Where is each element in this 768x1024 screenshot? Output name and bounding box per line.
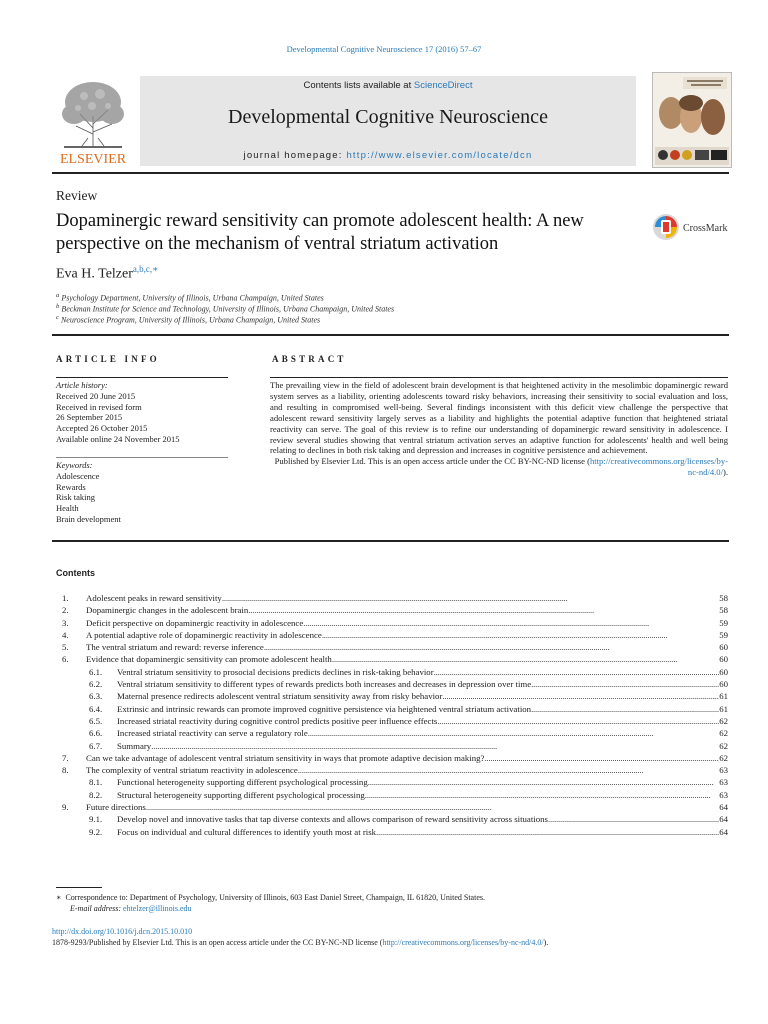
toc-label: Evidence that dopaminergic sensitivity can promote adolescent health: [86, 654, 332, 665]
toc-page: 60: [719, 679, 728, 690]
toc-body: [86, 604, 728, 616]
toc-label: Adolescent peaks in reward sensitivity: [86, 593, 222, 603]
toc-label: Maternal presence redirects adolescent ventral striatum sensitivity away from risky behavior: [117, 691, 443, 702]
sciencedirect-link[interactable]: ScienceDirect: [413, 80, 473, 91]
toc-number: 9.: [62, 802, 69, 813]
toc-body: [117, 789, 728, 801]
toc-body: [117, 678, 728, 690]
abstract-paragraph: The prevailing view in the field of adolescent brain development is that heightened activity in the mesolimbic dopaminergic reward system serves as a liability, orienting adolescents toward risky behaviors, increasing their sensitivity to social evaluation and loss, and resulting in compromised well-being. Several findings inconsistent with this deficit view challenge the perspective that adolescent reward sensitivity largely serves as a liability and highlights the potential adaptive function that heightened striatal reactivity can serve. The goal of this review is to refine our understanding of dopaminergic reward sensitivity in adolescence. I review several studies showing that ventral striatum activation serves an adaptive function for adolescents' health and well being relating to declines in both risk taking and depression and increases in cognitive persistence and achievement.: [270, 380, 728, 456]
toc-number: 6.: [62, 654, 69, 665]
toc-label: Can we take advantage of adolescent ventral striatum sensitivity in ways that promote adaptive decision making?: [86, 752, 485, 763]
license-suffix: ).: [722, 467, 728, 478]
doi-link[interactable]: http://dx.doi.org/10.1016/j.dcn.2015.10.010: [52, 927, 193, 936]
toc-entry[interactable]: [56, 752, 728, 764]
toc-number: 3.: [62, 617, 69, 628]
toc-label: A potential adaptive role of dopaminergic reactivity in adolescence: [86, 629, 322, 640]
affiliation-text: Psychology Department, University of Illinois, Urbana Champaign, United States: [61, 293, 324, 303]
journal-banner: [140, 76, 636, 166]
email-line: [56, 903, 485, 914]
license-text: Published by Elsevier Ltd. This is an open access article under the CC BY-NC-ND license (: [274, 456, 590, 467]
toc-number: 8.: [62, 765, 69, 776]
issn-license-text: 1878-9293/Published by Elsevier Ltd. This is an open access article under the CC BY-NC-ND license (: [52, 938, 383, 947]
affiliation-mark: c: [56, 314, 59, 321]
toc-page: 59: [719, 617, 728, 628]
toc-body: [86, 801, 728, 813]
toc-body: [117, 703, 728, 715]
toc-leader-dots: [264, 641, 719, 653]
toc-leader-dots: [222, 592, 719, 604]
toc-entry[interactable]: [56, 666, 728, 678]
toc-label: Future directions: [86, 802, 146, 813]
contents-heading: Contents: [56, 568, 95, 578]
toc-number: 6.2.: [89, 679, 103, 690]
keywords-label: Keywords:: [56, 460, 93, 470]
abstract-heading: ABSTRACT: [272, 354, 347, 364]
toc-page: 61: [719, 703, 728, 714]
toc-leader-dots: [437, 715, 719, 727]
abstract-body: [270, 380, 728, 478]
toc-entry[interactable]: [56, 813, 728, 825]
journal-cover-thumbnail: [652, 72, 732, 168]
toc-label: Deficit perspective on dopaminergic reactivity in adolescence: [86, 617, 304, 628]
toc-entry[interactable]: [56, 653, 728, 665]
toc-label: Ventral striatum sensitivity to prosocial decisions predicts declines in risk-taking behavior: [117, 666, 434, 677]
toc-leader-dots: [531, 678, 719, 690]
toc-leader-dots: [146, 801, 719, 813]
toc-number: 7.: [62, 752, 69, 763]
table-of-contents: [56, 592, 728, 838]
history-item: Available online 24 November 2015: [56, 433, 180, 444]
issn-license-line: [52, 937, 548, 948]
affiliation-c: [56, 314, 320, 325]
toc-label: The ventral striatum and reward: reverse inference: [86, 642, 264, 653]
history-label: Article history:: [56, 380, 108, 390]
toc-leader-dots: [332, 653, 719, 665]
history-item: Accepted 26 October 2015: [56, 423, 148, 434]
toc-number: 6.3.: [89, 691, 103, 702]
toc-entry[interactable]: [56, 715, 728, 727]
keywords-rule: [56, 457, 228, 458]
elsevier-wordmark: ELSEVIER: [59, 152, 127, 166]
toc-label: Functional heterogeneity supporting different psychological processing: [117, 777, 368, 788]
toc-label: Summary: [117, 740, 152, 751]
toc-label: Ventral striatum sensitivity to different types of rewards predicts both increases and decreases in depression over time: [117, 679, 532, 690]
toc-label: Focus on individual and cultural differences to identify youth most at risk: [117, 826, 377, 837]
affiliation-b: [56, 303, 394, 314]
toc-label: Extrinsic and intrinsic rewards can promote improved cognitive persistence via heightened ventral striatum activation: [117, 703, 532, 714]
toc-number: 6.6.: [89, 728, 103, 739]
keyword: Brain development: [56, 513, 121, 524]
affiliation-mark: b: [56, 303, 60, 310]
toc-number: 5.: [62, 642, 69, 653]
keyword: Rewards: [56, 481, 86, 492]
toc-body: [117, 690, 728, 702]
toc-page: 60: [719, 642, 728, 653]
header-rule: [52, 172, 729, 174]
cover-image: [653, 73, 731, 167]
toc-page: 62: [719, 728, 728, 739]
toc-page: 64: [719, 814, 728, 825]
toc-entry[interactable]: [56, 789, 728, 801]
toc-entry[interactable]: [56, 690, 728, 702]
contents-top-rule: [52, 540, 729, 542]
correspondence-line: [56, 892, 485, 903]
toc-page: 60: [719, 666, 728, 677]
toc-leader-dots: [434, 666, 720, 678]
toc-page: 59: [719, 629, 728, 640]
toc-label: The complexity of ventral striatum reactivity in adolescence: [86, 765, 298, 776]
keyword: Risk taking: [56, 492, 95, 503]
toc-leader-dots: [548, 813, 719, 825]
affiliation-text: Beckman Institute for Science and Technology, University of Illinois, Urbana Champaign, United States: [61, 304, 395, 314]
toc-leader-dots: [151, 740, 719, 752]
toc-page: 62: [719, 715, 728, 726]
toc-page: 64: [719, 826, 728, 837]
doi-block: [52, 926, 548, 948]
toc-label: Dopaminergic changes in the adolescent brain: [86, 605, 249, 616]
toc-leader-dots: [322, 629, 719, 641]
toc-leader-dots: [442, 690, 719, 702]
keywords-block: [56, 460, 228, 525]
toc-body: [117, 826, 728, 838]
contents-available-line: [140, 80, 636, 91]
toc-body: [86, 752, 728, 764]
article-history: [56, 380, 228, 445]
history-item: Received in revised form: [56, 401, 142, 412]
article-title: Dopaminergic reward sensitivity can promote adolescent health: A new perspective on the mechanism of ventral striatum activation: [56, 211, 584, 254]
affiliation-text: Neuroscience Program, University of Illinois, Urbana Champaign, United States: [60, 315, 321, 325]
toc-page: 62: [719, 752, 728, 763]
toc-number: 6.1.: [89, 666, 103, 677]
toc-entry[interactable]: [56, 740, 728, 752]
article-info-heading: ARTICLE INFO: [56, 354, 160, 364]
toc-label: Structural heterogeneity supporting different psychological processing: [117, 789, 365, 800]
toc-entry[interactable]: [56, 703, 728, 715]
toc-number: 6.5.: [89, 715, 103, 726]
footnote-mark: ∗: [56, 893, 62, 902]
toc-page: 60: [719, 654, 728, 665]
email-label: E-mail address:: [70, 904, 124, 913]
crossmark-label: CrossMark: [683, 223, 728, 234]
author-name[interactable]: Eva H. Telzer: [56, 266, 133, 282]
toc-entry[interactable]: [56, 727, 728, 739]
toc-leader-dots: [248, 604, 719, 616]
contents-prefix: Contents lists available at: [303, 80, 414, 91]
toc-number: 1.: [62, 593, 69, 603]
toc-entry[interactable]: [56, 641, 728, 653]
toc-leader-dots: [308, 727, 719, 739]
abstract-license: [270, 456, 728, 478]
elsevier-logo: [52, 76, 134, 166]
crossmark-badge[interactable]: [652, 212, 732, 242]
toc-page: 58: [719, 593, 728, 603]
toc-label: Develop novel and innovative tasks that tap diverse contexts and allows comparison of reward sensitivity across situations: [117, 814, 548, 825]
keyword: Health: [56, 503, 79, 514]
toc-leader-dots: [365, 789, 719, 801]
toc-page: 61: [719, 691, 728, 702]
journal-reference[interactable]: Developmental Cognitive Neuroscience 17 (2016) 57–67: [286, 44, 482, 54]
toc-leader-dots: [298, 764, 719, 776]
toc-entry[interactable]: [56, 678, 728, 690]
footnote-rule: [56, 887, 102, 888]
journal-name: Developmental Cognitive Neuroscience: [228, 106, 548, 128]
toc-page: 63: [719, 789, 728, 800]
correspondence-text: Correspondence to: Department of Psychology, University of Illinois, 603 East Daniel Street, Champaign, IL 61820, United States.: [65, 893, 485, 902]
toc-body: [86, 629, 728, 641]
history-item: 26 September 2015: [56, 412, 123, 423]
toc-number: 4.: [62, 629, 69, 640]
toc-leader-dots: [484, 752, 719, 764]
journal-homepage: [140, 150, 636, 161]
article-type: Review: [56, 188, 98, 203]
toc-body: [86, 653, 728, 665]
license-link[interactable]: http://creativecommons.org/licenses/by-nc-nd/4.0/: [589, 456, 728, 478]
toc-entry[interactable]: [56, 826, 728, 838]
toc-page: 63: [719, 765, 728, 776]
toc-number: 8.1.: [89, 777, 103, 788]
toc-entry[interactable]: [56, 629, 728, 641]
author-affiliation-marks[interactable]: a,b,c,∗: [132, 264, 159, 274]
toc-body: [117, 740, 728, 752]
toc-body: [86, 764, 728, 776]
homepage-label: journal homepage:: [243, 150, 347, 161]
toc-number: 6.7.: [89, 740, 103, 751]
toc-page: 63: [719, 777, 728, 788]
toc-label: Increased striatal reactivity can serve a regulatory role: [117, 728, 308, 739]
footnote: [56, 892, 485, 914]
email-link[interactable]: ehtelzer@illinois.edu: [123, 904, 192, 913]
abstract-rule: [270, 377, 728, 378]
toc-entry[interactable]: [56, 764, 728, 776]
toc-entry[interactable]: [56, 592, 728, 604]
toc-number: 9.2.: [89, 826, 103, 837]
toc-entry[interactable]: [56, 604, 728, 616]
toc-page: 64: [719, 802, 728, 813]
toc-entry[interactable]: [56, 617, 728, 629]
affiliation-mark: a: [56, 292, 60, 299]
affiliation-rule: [52, 334, 729, 336]
toc-body: [86, 617, 728, 629]
toc-leader-dots: [303, 617, 719, 629]
toc-number: 8.2.: [89, 789, 103, 800]
footer-license-suffix: ).: [543, 938, 549, 947]
toc-body: [117, 727, 728, 739]
keyword: Adolescence: [56, 470, 100, 481]
toc-leader-dots: [531, 703, 719, 715]
crossmark-icon: [652, 212, 732, 242]
toc-entry[interactable]: [56, 801, 728, 813]
homepage-link[interactable]: http://www.elsevier.com/locate/dcn: [346, 150, 533, 161]
author-line: [56, 264, 158, 283]
toc-leader-dots: [376, 826, 719, 838]
footer-license-link[interactable]: http://creativecommons.org/licenses/by-nc-nd/4.0/: [382, 938, 544, 947]
toc-label: Increased striatal reactivity during cognitive control predicts positive peer influence effects: [117, 715, 438, 726]
toc-body: [117, 813, 728, 825]
toc-body: [117, 666, 728, 678]
toc-body: [117, 776, 728, 788]
toc-entry[interactable]: [56, 776, 728, 788]
affiliation-a: [56, 292, 324, 303]
history-item: Received 20 June 2015: [56, 390, 136, 401]
article-info-rule: [56, 377, 228, 378]
toc-leader-dots: [368, 776, 719, 788]
toc-number: 2.: [62, 605, 69, 616]
toc-body: [86, 641, 728, 653]
toc-body: [86, 592, 728, 604]
toc-number: 6.4.: [89, 703, 103, 714]
toc-page: 62: [719, 740, 728, 751]
toc-page: 58: [719, 605, 728, 616]
toc-body: [117, 715, 728, 727]
toc-number: 9.1.: [89, 814, 103, 825]
